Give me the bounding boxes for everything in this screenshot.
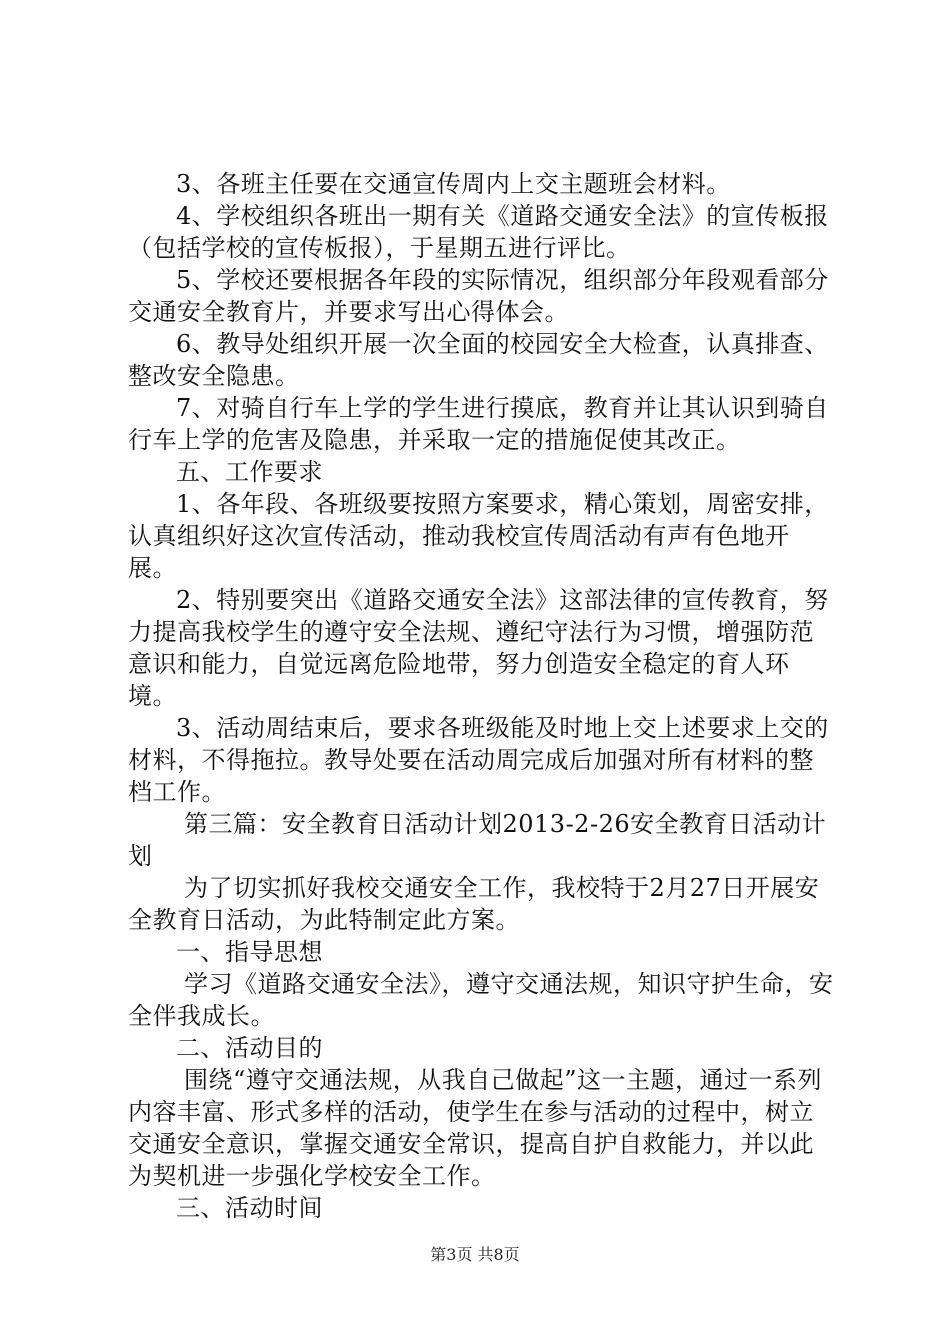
paragraph: 4、学校组织各班出一期有关《道路交通安全法》的宣传板报（包括学校的宣传板报），于星期五进行评比。 [128, 202, 829, 262]
paragraph: 3、各班主任要在交通宣传周内上交主题班会材料。 [176, 170, 731, 198]
part-title: 第三篇：安全教育日活动计划2013-2-26安全教育日活动计划 [128, 810, 827, 870]
section-heading: 二、活动目的 [176, 1034, 323, 1062]
section-heading: 一、指导思想 [176, 938, 323, 966]
page-number-footer: 第3页 共8页 [430, 1245, 520, 1264]
section-heading: 三、活动时间 [176, 1194, 323, 1222]
paragraph: 为了切实抓好我校交通安全工作，我校特于2月27日开展安全教育日活动，为此特制定此方案。 [128, 874, 820, 934]
paragraph: 3、活动周结束后，要求各班级能及时地上交上述要求上交的材料，不得拖拉。教导处要在活动周完成后加强对所有材料的整档工作。 [128, 714, 829, 806]
paragraph: 1、各年段、各班级要按照方案要求，精心策划，周密安排，认真组织好这次宣传活动，推动我校宣传周活动有声有色地开展。 [128, 490, 829, 582]
paragraph: 围绕“遵守交通法规，从我自己做起”这一主题，通过一系列内容丰富、形式多样的活动，使学生在参与活动的过程中，树立交通安全意识，掌握交通安全常识，提高自护自救能力，并以此为契机进一步强化学校安全工作。 [128, 1066, 823, 1190]
section-heading: 五、工作要求 [176, 458, 323, 486]
paragraph: 2、特别要突出《道路交通安全法》这部法律的宣传教育，努力提高我校学生的遵守安全法规、遵纪守法行为习惯，增强防范意识和能力，自觉远离危险地带，努力创造安全稳定的育人环境。 [128, 586, 829, 710]
paragraph: 7、对骑自行车上学的学生进行摸底，教育并让其认识到骑自行车上学的危害及隐患，并采取一定的措施促使其改正。 [128, 394, 829, 454]
paragraph: 学习《道路交通安全法》，遵守交通法规，知识守护生命，安全伴我成长。 [128, 970, 834, 1030]
document-body [128, 168, 838, 1224]
paragraph: 6、教导处组织开展一次全面的校园安全大检查，认真排查、整改安全隐患。 [128, 330, 829, 390]
paragraph: 5、学校还要根据各年段的实际情况，组织部分年段观看部分交通安全教育片，并要求写出心得体会。 [128, 266, 829, 326]
